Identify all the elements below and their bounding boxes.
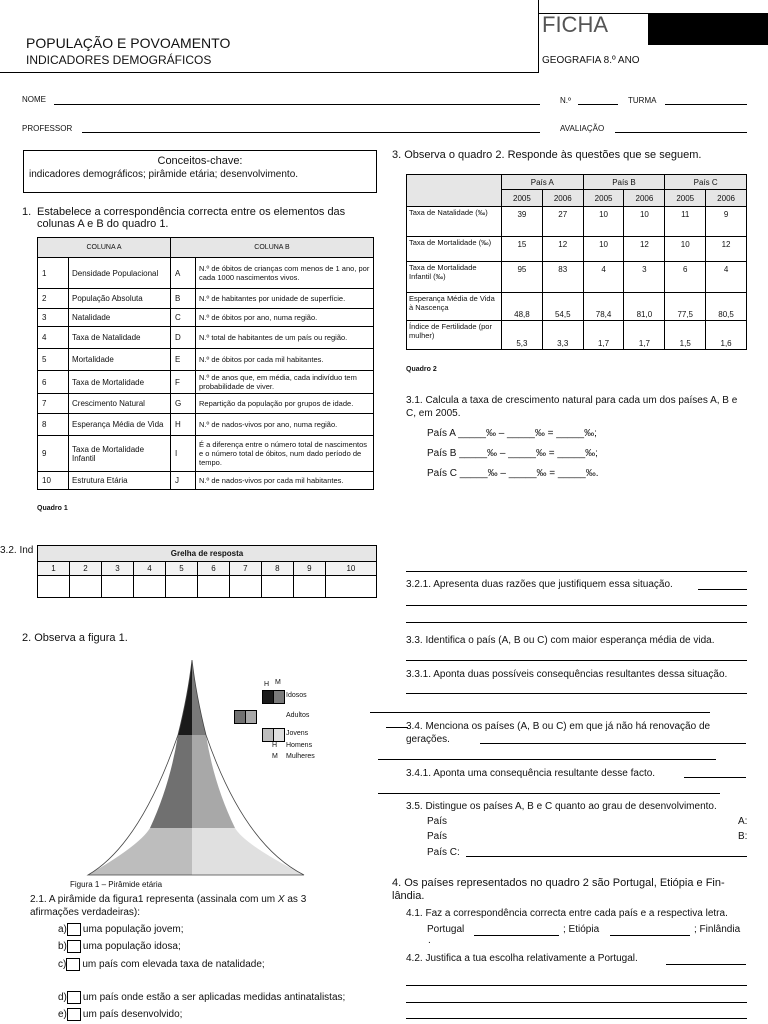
option-checkbox[interactable] xyxy=(67,991,81,1004)
etiopia-field[interactable] xyxy=(610,935,690,936)
country-header: País B xyxy=(583,175,665,190)
legend-jovens-swatch2 xyxy=(273,728,285,742)
indicator-value: 10 xyxy=(624,207,665,237)
page-subtitle: INDICADORES DEMOGRÁFICOS xyxy=(26,53,212,67)
quadro1-row xyxy=(38,394,374,414)
legend-h: H xyxy=(264,681,270,688)
indicator-value: 11 xyxy=(665,207,706,237)
avaliacao-field[interactable] xyxy=(615,132,747,133)
q21-option xyxy=(58,923,184,936)
col-a-cell: População Absoluta xyxy=(69,289,171,309)
grelha-answer-cell[interactable] xyxy=(261,576,293,598)
pyramid-idosos-mulheres xyxy=(192,660,206,735)
q35-b: B: xyxy=(738,831,748,842)
q4-text: 4. Os países representados no quadro 2 são Portugal, Etiópia e Fin- lândia. xyxy=(392,877,725,902)
numero-field[interactable] xyxy=(578,104,618,105)
q31-a[interactable]: País A _____‰ – _____‰ = _____‰; xyxy=(427,428,597,439)
indicator-label: Taxa de Mortalidade Infantil (‰) xyxy=(407,262,502,293)
indicator-value: 77,5 xyxy=(665,293,706,321)
option-text: um país desenvolvido; xyxy=(82,1009,183,1021)
pyramid-figure xyxy=(80,655,320,877)
answer-line[interactable] xyxy=(480,743,746,744)
avaliacao-label: AVALIAÇÃO xyxy=(560,124,605,133)
answer-line[interactable] xyxy=(406,660,747,661)
option-checkbox[interactable] xyxy=(66,958,80,971)
indicator-value: 12 xyxy=(624,237,665,262)
concepts-text: indicadores demográficos; pirâmide etária; desenvolvimento. xyxy=(29,169,299,180)
quadro1-row xyxy=(38,349,374,371)
year-header: 2005 xyxy=(583,190,624,207)
page-title: POPULAÇÃO E POVOAMENTO xyxy=(26,35,231,51)
indicator-value: 80,5 xyxy=(706,293,747,321)
indicator-value: 3 xyxy=(624,262,665,293)
quadro2-row xyxy=(407,262,747,293)
legend-jovens: Jovens xyxy=(286,730,309,737)
option-text: uma população idosa; xyxy=(82,941,181,953)
legend-m2: M xyxy=(272,753,278,760)
q1-text: Estabelece a correspondência correcta entre os elementos das colunas A e B do quadro 1. xyxy=(37,206,346,230)
q21-option xyxy=(58,958,265,971)
grelha-answer-cell[interactable] xyxy=(69,576,101,598)
legend-adultos-swatch2 xyxy=(245,710,257,724)
q3-text: 3. Observa o quadro 2. Responde às questões que se seguem. xyxy=(392,149,702,161)
answer-line[interactable] xyxy=(406,985,747,986)
q33-text: 3.3. Identifica o país (A, B ou C) com maior esperança média de vida. xyxy=(406,635,715,646)
grelha-answer-cell[interactable] xyxy=(293,576,325,598)
row-number: 9 xyxy=(38,436,69,472)
grelha-col-header: 6 xyxy=(197,562,229,576)
answer-line[interactable] xyxy=(386,727,408,728)
nome-field[interactable] xyxy=(54,104,540,105)
country-header: País A xyxy=(502,175,584,190)
legend-idosos-swatch2 xyxy=(273,690,285,704)
quadro1-row xyxy=(38,327,374,349)
col-b-cell: N.º de nados-vivos por ano, numa região. xyxy=(196,414,374,436)
grelha-answer-cell[interactable] xyxy=(197,576,229,598)
indicator-value: 1,6 xyxy=(706,321,747,350)
indicator-value: 78,4 xyxy=(583,293,624,321)
quadro2-row xyxy=(407,207,747,237)
indicator-value: 4 xyxy=(583,262,624,293)
q35-c: País C: xyxy=(427,847,460,858)
col-a-cell: Esperança Média de Vida xyxy=(69,414,171,436)
col-a-cell: Crescimento Natural xyxy=(69,394,171,414)
portugal-field[interactable] xyxy=(474,935,559,936)
figure-caption: Figura 1 – Pirâmide etária xyxy=(70,880,163,889)
legend-adultos: Adultos xyxy=(286,712,310,719)
answer-line[interactable] xyxy=(406,1002,747,1003)
indicator-value: 83 xyxy=(542,262,583,293)
q2-text: 2. Observa a figura 1. xyxy=(22,632,128,644)
year-header: 2006 xyxy=(542,190,583,207)
indicator-value: 12 xyxy=(542,237,583,262)
quadro1-row xyxy=(38,371,374,394)
row-number: 5 xyxy=(38,349,69,371)
col-b-cell: Repartição da população por grupos de idade. xyxy=(196,394,374,414)
col-a-cell: Mortalidade xyxy=(69,349,171,371)
row-letter: C xyxy=(171,309,196,327)
indicator-label: Esperança Média de Vida à Nascença xyxy=(407,293,502,321)
quadro1-row xyxy=(38,289,374,309)
indicator-value: 81,0 xyxy=(624,293,665,321)
row-letter: I xyxy=(171,436,196,472)
grelha-title: Grelha de resposta xyxy=(38,546,377,562)
quadro2-row xyxy=(407,237,747,262)
indicator-value: 9 xyxy=(706,207,747,237)
option-text: uma população jovem; xyxy=(82,924,184,936)
quadro2-row xyxy=(407,293,747,321)
q35-pais-b: País xyxy=(427,831,448,842)
grelha-col-header: 4 xyxy=(133,562,165,576)
col-b-header: COLUNA B xyxy=(171,238,374,258)
grelha-answer-cell[interactable] xyxy=(165,576,197,598)
col-b-cell: N.º de anos que, em média, cada indivíduo tem probabilidade de viver. xyxy=(196,371,374,394)
grelha-col-header: 7 xyxy=(229,562,261,576)
col-a-cell: Natalidade xyxy=(69,309,171,327)
grelha-answer-cell[interactable] xyxy=(101,576,133,598)
answer-line[interactable] xyxy=(666,964,746,965)
legend-homens: Homens xyxy=(286,742,313,749)
col-a-cell: Taxa de Mortalidade Infantil xyxy=(69,436,171,472)
option-text: um país com elevada taxa de natalidade; xyxy=(82,959,265,971)
col-b-cell: N.º de óbitos por cada mil habitantes. xyxy=(196,349,374,371)
row-letter: A xyxy=(171,258,196,289)
indicator-value: 15 xyxy=(502,237,543,262)
quadro2-caption: Quadro 2 xyxy=(406,366,437,373)
col-b-cell: N.º de nados-vivos por cada mil habitantes. xyxy=(196,472,374,490)
indicator-value: 54,5 xyxy=(542,293,583,321)
answer-line[interactable] xyxy=(406,1018,747,1019)
year-header: 2005 xyxy=(502,190,543,207)
q21-text-b: as 3 afirmações verdadeiras): xyxy=(30,894,307,918)
grelha-col-header: 10 xyxy=(325,562,376,576)
indicator-value: 1,7 xyxy=(583,321,624,350)
col-b-cell: N.º total de habitantes de um país ou região. xyxy=(196,327,374,349)
option-letter: a) xyxy=(58,924,67,936)
q1-number: 1. xyxy=(22,206,32,218)
option-checkbox[interactable] xyxy=(67,940,81,953)
indicator-label: Índice de Fertilidade (por mulher) xyxy=(407,321,502,350)
q31-c[interactable]: País C _____‰ – _____‰ = _____‰. xyxy=(427,468,599,479)
quadro1-caption: Quadro 1 xyxy=(37,505,68,512)
answer-line[interactable] xyxy=(684,777,746,778)
numero-label: N.º xyxy=(560,96,571,105)
row-number: 10 xyxy=(38,472,69,490)
answer-line[interactable] xyxy=(370,712,710,713)
q41-dot: . xyxy=(428,935,431,946)
answer-line[interactable] xyxy=(406,605,747,606)
answer-line[interactable] xyxy=(406,622,747,623)
row-letter: D xyxy=(171,327,196,349)
quadro1-row xyxy=(38,436,374,472)
row-letter: B xyxy=(171,289,196,309)
pyramid-adultos-mulheres xyxy=(192,735,235,828)
q21-x: X xyxy=(277,894,285,905)
grelha-col-header: 1 xyxy=(38,562,70,576)
q21-option xyxy=(58,1008,182,1021)
indicator-value: 12 xyxy=(706,237,747,262)
quadro1-row xyxy=(38,309,374,327)
quadro1-row xyxy=(38,472,374,490)
grelha-col-header: 2 xyxy=(69,562,101,576)
grelha-col-header: 8 xyxy=(261,562,293,576)
indicator-value: 10 xyxy=(583,207,624,237)
legend-idosos: Idosos xyxy=(286,692,307,699)
answer-line[interactable] xyxy=(406,693,747,694)
concepts-box xyxy=(23,150,377,193)
quadro1-row xyxy=(38,414,374,436)
indicator-value: 6 xyxy=(665,262,706,293)
turma-label: TURMA xyxy=(628,96,657,105)
q321-text: 3.2.1. Apresenta duas razões que justifiquem essa situação. xyxy=(406,579,673,590)
pyramid-jovens-homens xyxy=(88,828,192,875)
professor-label: PROFESSOR xyxy=(22,124,73,133)
col-b-cell: N.º de habitantes por unidade de superfície. xyxy=(196,289,374,309)
country-header: País C xyxy=(665,175,747,190)
nome-label: NOME xyxy=(22,95,46,104)
q32-label: 3.2. Ind xyxy=(0,545,34,556)
indicator-value: 1,5 xyxy=(665,321,706,350)
row-number: 4 xyxy=(38,327,69,349)
row-number: 8 xyxy=(38,414,69,436)
q21-option xyxy=(58,940,181,953)
indicator-value: 3,3 xyxy=(542,321,583,350)
option-letter: e) xyxy=(58,1009,67,1021)
row-letter: J xyxy=(171,472,196,490)
col-b-cell: N.º de óbitos por ano, numa região. xyxy=(196,309,374,327)
row-letter: E xyxy=(171,349,196,371)
option-text: um país onde estão a ser aplicadas medidas antinatalistas; xyxy=(82,992,346,1004)
indicator-value: 27 xyxy=(542,207,583,237)
option-checkbox[interactable] xyxy=(67,1008,81,1021)
legend-mulheres: Mulheres xyxy=(286,753,315,760)
indicator-value: 10 xyxy=(665,237,706,262)
q42-text: 4.2. Justifica a tua escolha relativamente a Portugal. xyxy=(406,953,638,964)
option-letter: b) xyxy=(58,941,67,953)
q41-text: 4.1. Faz a correspondência correcta entre cada país e a respectiva letra. xyxy=(406,908,728,919)
row-letter: H xyxy=(171,414,196,436)
col-a-header: COLUNA A xyxy=(38,238,171,258)
row-number: 1 xyxy=(38,258,69,289)
indicator-label: Taxa de Mortalidade (‰) xyxy=(407,237,502,262)
indicator-label: Taxa de Natalidade (‰) xyxy=(407,207,502,237)
grelha-col-header: 3 xyxy=(101,562,133,576)
ficha-label: FICHA xyxy=(542,12,608,37)
legend-m: M xyxy=(275,679,281,686)
concepts-title: Conceitos-chave: xyxy=(157,155,243,167)
q21-text-a: 2.1. A pirâmide da figura1 representa (assinala com um xyxy=(30,894,276,905)
quadro2-table xyxy=(406,174,747,350)
q35-text: 3.5. Distingue os países A, B e C quanto ao grau de desenvolvimento. xyxy=(406,801,717,812)
turma-field[interactable] xyxy=(665,104,747,105)
legend-h2: H xyxy=(272,742,278,749)
quadro2-row xyxy=(407,321,747,350)
indicator-value: 95 xyxy=(502,262,543,293)
indicator-value: 4 xyxy=(706,262,747,293)
q31-text: 3.1. Calcula a taxa de crescimento natural para cada um dos países A, B e C, em 2005. xyxy=(406,395,738,419)
quadro1-table xyxy=(37,237,374,490)
q21-option xyxy=(58,991,345,1004)
year-header: 2005 xyxy=(665,190,706,207)
year-header: 2006 xyxy=(624,190,665,207)
answer-line[interactable] xyxy=(406,571,747,572)
col-b-cell: N.º de óbitos de crianças com menos de 1 ano, por cada 1000 nascimentos vivos. xyxy=(196,258,374,289)
q31-b[interactable]: País B _____‰ – _____‰ = _____‰; xyxy=(427,448,598,459)
pyramid-jovens-mulheres xyxy=(192,828,304,875)
col-a-cell: Estrutura Etária xyxy=(69,472,171,490)
answer-line[interactable] xyxy=(466,856,747,857)
quadro1-row xyxy=(38,258,374,289)
answer-line[interactable] xyxy=(698,589,747,590)
row-number: 7 xyxy=(38,394,69,414)
col-a-cell: Densidade Populacional xyxy=(69,258,171,289)
q34-text: 3.4. Menciona os países (A, B ou C) em que já não há renovação de gerações. xyxy=(406,721,711,745)
grelha-answer-cell[interactable] xyxy=(38,576,70,598)
option-letter: c) xyxy=(58,959,67,971)
grelha-col-header: 5 xyxy=(165,562,197,576)
q41-portugal: Portugal xyxy=(427,924,465,935)
quadro2-corner xyxy=(407,175,502,207)
grelha-col-header: 9 xyxy=(293,562,325,576)
indicator-value: 5,3 xyxy=(502,321,543,350)
year-header: 2006 xyxy=(706,190,747,207)
row-number: 6 xyxy=(38,371,69,394)
answer-line[interactable] xyxy=(378,759,716,760)
indicator-value: 1,7 xyxy=(624,321,665,350)
indicator-value: 48,8 xyxy=(502,293,543,321)
indicator-value: 10 xyxy=(583,237,624,262)
black-block xyxy=(648,13,768,45)
q35-pais-a: País xyxy=(427,816,448,827)
option-checkbox[interactable] xyxy=(67,923,81,936)
q331-text: 3.3.1. Aponta duas possíveis consequências resultantes dessa situação. xyxy=(406,669,728,680)
col-a-cell: Taxa de Mortalidade xyxy=(69,371,171,394)
q35-a: A: xyxy=(738,816,748,827)
indicator-value: 39 xyxy=(502,207,543,237)
pyramid-adultos-homens xyxy=(150,735,192,828)
q21-text xyxy=(30,893,350,919)
grelha-answer-cell[interactable] xyxy=(229,576,261,598)
row-letter: F xyxy=(171,371,196,394)
answer-line[interactable] xyxy=(378,793,720,794)
grelha-answer-cell[interactable] xyxy=(325,576,376,598)
option-letter: d) xyxy=(58,992,67,1004)
row-number: 3 xyxy=(38,309,69,327)
q41-etiopia: ; Etiópia xyxy=(563,924,600,935)
grelha-answer-cell[interactable] xyxy=(133,576,165,598)
q41-finlandia: ; Finlândia xyxy=(694,924,741,935)
pyramid-idosos-homens xyxy=(178,660,192,735)
col-b-cell: É a diferença entre o número total de nascimentos e o número total de óbitos, num dado período de tempo. xyxy=(196,436,374,472)
col-a-cell: Taxa de Natalidade xyxy=(69,327,171,349)
professor-field[interactable] xyxy=(82,132,540,133)
row-letter: G xyxy=(171,394,196,414)
subject-label: GEOGRAFIA 8.º ANO xyxy=(542,55,640,66)
q341-text: 3.4.1. Aponta uma consequência resultante desse facto. xyxy=(406,768,656,779)
row-number: 2 xyxy=(38,289,69,309)
grelha-table xyxy=(37,545,377,598)
